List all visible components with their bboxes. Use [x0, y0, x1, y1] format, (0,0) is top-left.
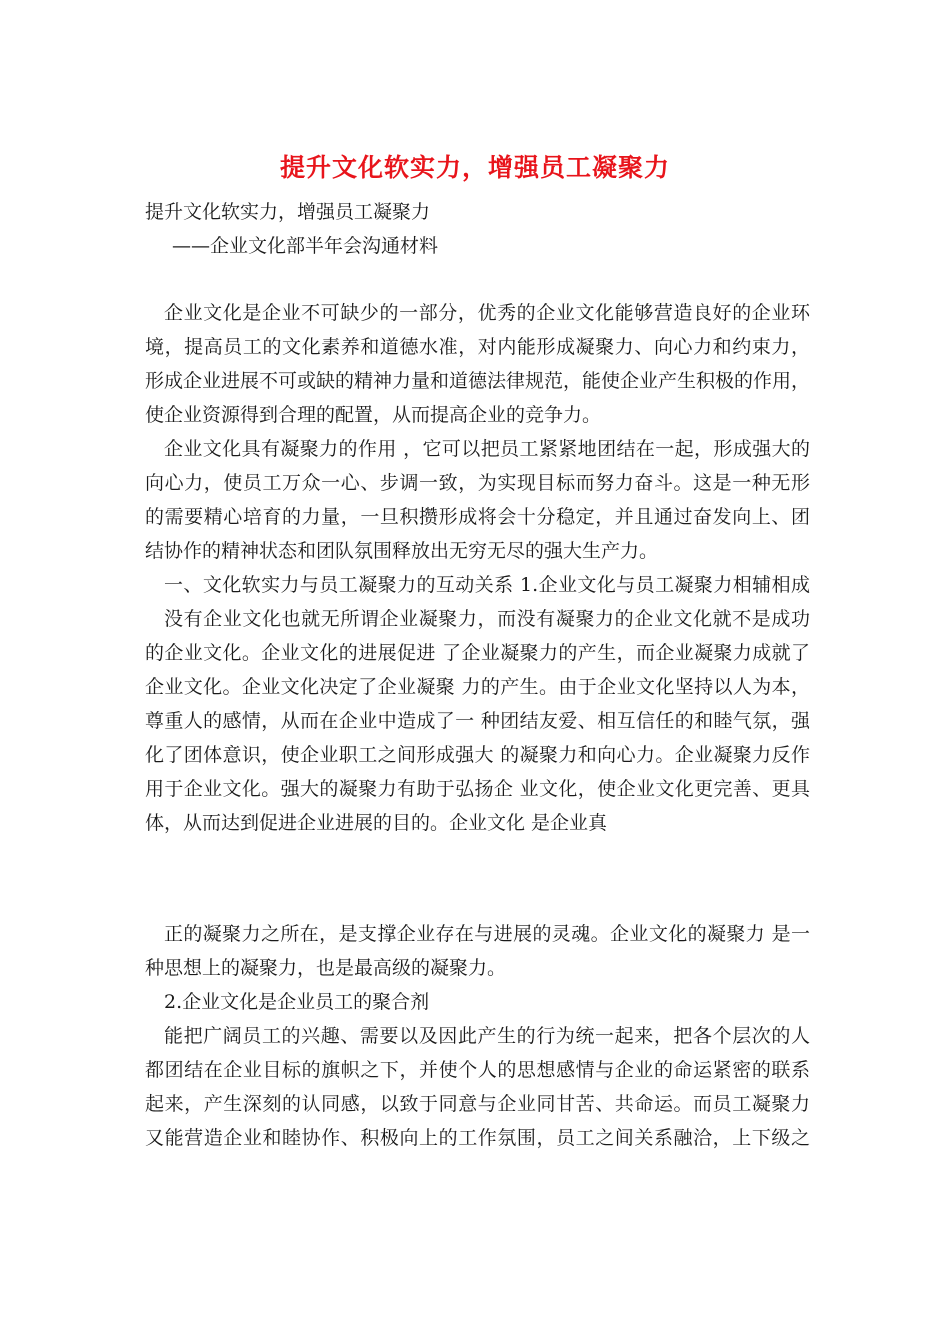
paragraph-line: 形成企业进展不可或缺的精神力量和道德法律规范，能使企业产生积极的作用， — [145, 370, 811, 392]
paragraph-line: 尊重人的感情，从而在企业中造成了一 种团结友爱、相互信任的和睦气氛，强 — [145, 710, 810, 732]
paragraph-line: 企业文化。企业文化决定了企业凝聚 力的产生。由于企业文化坚持以人为本， — [145, 676, 810, 698]
paragraph-line: 都团结在企业目标的旗帜之下，并使个人的思想感情与企业的命运紧密的联系 — [145, 1059, 810, 1081]
paragraph-line: 又能营造企业和睦协作、积极向上的工作氛围，员工之间关系融洽，上下级之 — [145, 1127, 810, 1149]
document-title: 提升文化软实力，增强员工凝聚力 — [279, 153, 670, 182]
paragraph-line: 境，提高员工的文化素养和道德水准，对内能形成凝聚力、向心力和约束力， — [145, 336, 810, 358]
paragraph-line: 向心力，使员工万众一心、步调一致，为实现目标而努力奋斗。这是一种无形 — [145, 472, 810, 494]
paragraph-line: 的需要精心培育的力量，一旦积攒形成将会十分稳定，并且通过奋发向上、团 — [145, 506, 810, 528]
document-header — [145, 195, 810, 263]
paragraph-line: 使企业资源得到合理的配置，从而提高企业的竞争力。 — [145, 404, 602, 426]
paragraph-line: 企业文化是企业不可缺少的一部分，优秀的企业文化能够营造良好的企业环 — [164, 302, 810, 324]
paragraph-line: 正的凝聚力之所在，是支撑企业存在与进展的灵魂。企业文化的凝聚力 是一 — [164, 923, 810, 945]
body-section-1 — [145, 296, 810, 840]
paragraph-line: 的企业文化。企业文化的进展促进 了企业凝聚力的产生，而企业凝聚力成就了 — [145, 642, 810, 664]
paragraph-line: 化了团体意识，使企业职工之间形成强大 的凝聚力和向心力。企业凝聚力反作 — [145, 744, 810, 766]
document-subtitle: 提升文化软实力，增强员工凝聚力 — [145, 201, 431, 223]
document-subtitle-note: ——企业文化部半年会沟通材料 — [172, 235, 439, 257]
paragraph-line: 起来，产生深刻的认同感，以致于同意与企业同甘苦、共命运。而员工凝聚力 — [145, 1093, 810, 1115]
paragraph-line: 能把广阔员工的兴趣、需要以及因此产生的行为统一起来，把各个层次的人 — [164, 1025, 810, 1047]
body-section-2 — [145, 917, 810, 1155]
paragraph-line: 没有企业文化也就无所谓企业凝聚力，而没有凝聚力的企业文化就不是成功 — [164, 608, 810, 630]
section-heading-line: 2.企业文化是企业员工的聚合剂 — [164, 991, 430, 1013]
paragraph-line: 种思想上的凝聚力，也是最高级的凝聚力。 — [145, 957, 507, 979]
paragraph-line: 体，从而达到促进企业进展的目的。企业文化 是企业真 — [145, 812, 608, 834]
section-heading-line: 一、文化软实力与员工凝聚力的互动关系 1.企业文化与员工凝聚力相辅相成 — [164, 574, 810, 596]
paragraph-line: 企业文化具有凝聚力的作用 ，它可以把员工紧紧地团结在一起，形成强大的 — [164, 438, 810, 460]
paragraph-line: 用于企业文化。强大的凝聚力有助于弘扬企 业文化，使企业文化更完善、更具 — [145, 778, 810, 800]
paragraph-line: 结协作的精神状态和团队氛围释放出无穷无尽的强大生产力。 — [145, 540, 659, 562]
